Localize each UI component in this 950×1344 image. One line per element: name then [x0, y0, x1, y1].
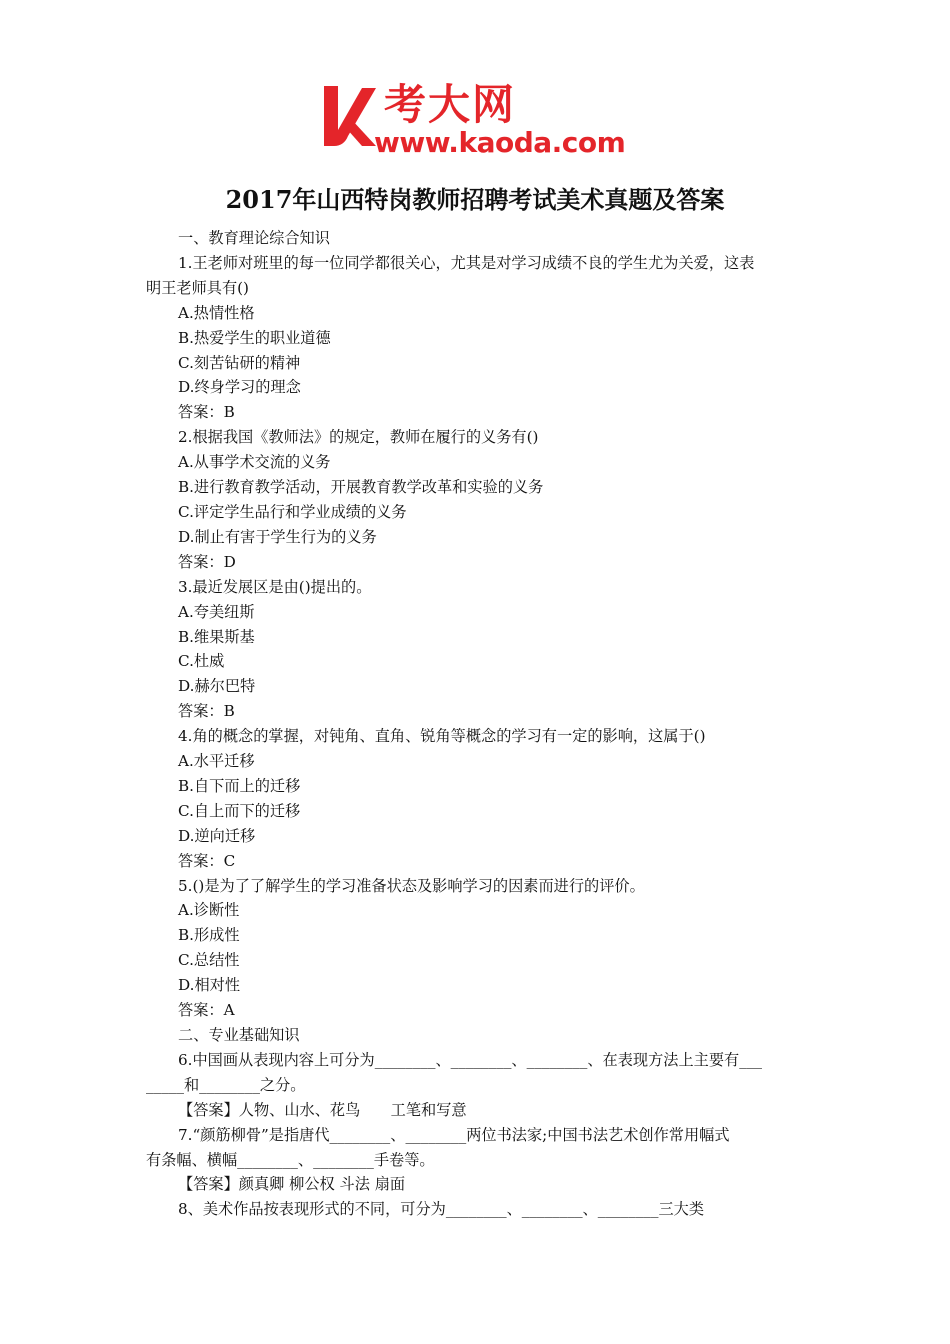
- section-heading: 二、专业基础知识: [178, 1026, 300, 1044]
- question-stem: 5.()是为了了解学生的学习准备状态及影响学习的因素而进行的评价。: [178, 876, 645, 895]
- answer: 答案：B: [178, 403, 235, 422]
- answer: 【答案】颜真卿 柳公权 斗法 扇面: [178, 1175, 406, 1194]
- option: B.自下而上的迁移: [178, 776, 301, 795]
- option: D.赫尔巴特: [178, 677, 256, 696]
- option: B.热爱学生的职业道德: [178, 328, 331, 347]
- option: C.总结性: [178, 951, 240, 970]
- question-stem-continued: 有条幅、横幅________、________手卷等。: [146, 1150, 435, 1169]
- option: A.热情性格: [178, 303, 255, 322]
- option: B.维果斯基: [178, 627, 255, 646]
- option: A.从事学术交流的义务: [178, 453, 331, 472]
- option: C.杜威: [178, 652, 225, 671]
- question-stem: 7.“颜筋柳骨”是指唐代________、________两位书法家;中国书法艺术创作常用幅式: [178, 1125, 730, 1144]
- option: D.相对性: [178, 976, 241, 995]
- logo-url: www.kaoda.com: [374, 126, 626, 159]
- question-stem: 1.王老师对班里的每一位同学都很关心，尤其是对学习成绩不良的学生尤为关爱，这表: [178, 253, 755, 272]
- question-stem: 4.角的概念的掌握，对钝角、直角、锐角等概念的学习有一定的影响，这属于(): [178, 727, 706, 746]
- answer: 答案：A: [178, 1001, 235, 1020]
- question-stem: 3.最近发展区是由()提出的。: [178, 577, 372, 596]
- option: A.水平迁移: [178, 752, 255, 771]
- question-stem-continued: 明王老师具有(): [146, 278, 249, 297]
- question-stem-continued: _____和________之分。: [146, 1075, 306, 1094]
- option: A.夸美纽斯: [178, 602, 255, 621]
- answer: 答案：D: [178, 552, 236, 571]
- logo-brand-text: 考大网: [384, 80, 517, 129]
- option: D.制止有害于学生行为的义务: [178, 527, 377, 546]
- option: C.评定学生品行和学业成绩的义务: [178, 502, 407, 521]
- document-title: 2017年山西特岗教师招聘考试美术真题及答案: [225, 185, 725, 214]
- option: C.自上而下的迁移: [178, 801, 301, 820]
- kaoda-k-logo-icon: [318, 80, 378, 152]
- option: D.逆向迁移: [178, 826, 256, 845]
- question-stem: 8、美术作品按表现形式的不同，可分为________、________、________三大类: [178, 1200, 705, 1219]
- kaoda-logo: [318, 80, 648, 160]
- document-body: [146, 226, 810, 1222]
- question-stem: 6.中国画从表现内容上可分为________、________、________、在表现方法上主要有___: [178, 1050, 763, 1069]
- option: D.终身学习的理念: [178, 378, 301, 397]
- option: B.进行教育教学活动，开展教育教学改革和实验的义务: [178, 478, 544, 497]
- answer: 答案：C: [178, 851, 236, 870]
- option: B.形成性: [178, 926, 240, 945]
- section-heading: 一、教育理论综合知识: [178, 229, 330, 247]
- answer: 【答案】人物、山水、花鸟 工笔和写意: [178, 1100, 467, 1119]
- question-stem: 2.根据我国《教师法》的规定，教师在履行的义务有(): [178, 428, 539, 447]
- option: C.刻苦钻研的精神: [178, 353, 301, 372]
- answer: 答案：B: [178, 702, 235, 721]
- option: A.诊断性: [178, 901, 240, 920]
